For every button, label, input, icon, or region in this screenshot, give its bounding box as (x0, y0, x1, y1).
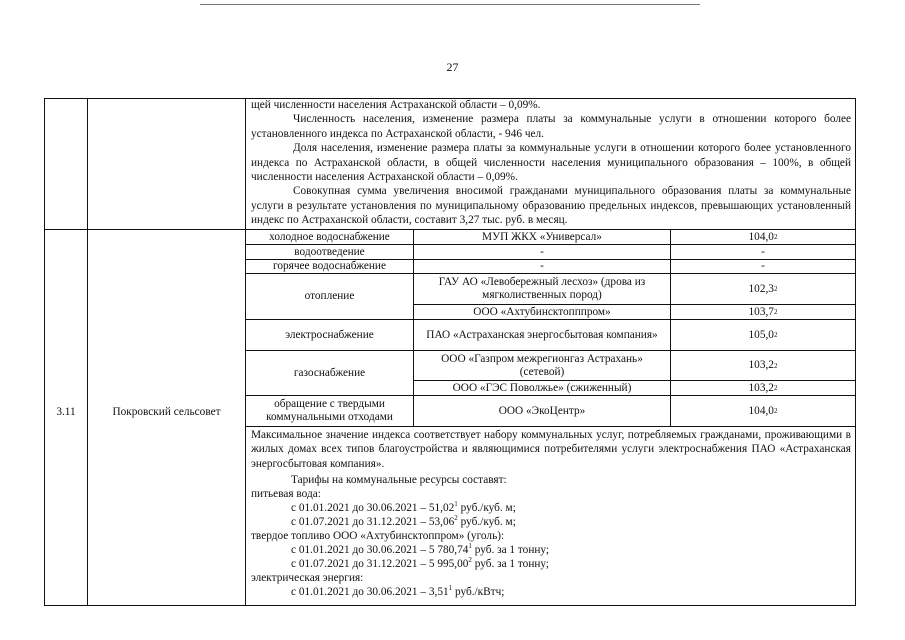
service-name: водоотведение (294, 245, 365, 258)
top-paragraph-3: Совокупная сумма увеличения вносимой гражданами муниципального образования платы за коммунальные услуги в результате установления по муниципальному образованию предельных индексов, превышающих установленный индекс по Астраханской области, составит 3,27 тыс. руб. в месяц. (251, 185, 851, 227)
index-value: - (761, 260, 765, 272)
supplier-name: ООО «Газпром межрегионгаз Астрахань» (сетевой) (441, 352, 643, 378)
service-name: холодное водоснабжение (269, 230, 390, 243)
row-number: 3.11 (56, 406, 76, 418)
supplier-name: - (540, 260, 544, 272)
index-value: 103,7 2 (748, 305, 778, 318)
index-value: 105,0 2 (748, 328, 778, 341)
top-rule (200, 4, 700, 5)
services-subtable (246, 230, 855, 426)
top-paragraph-2: Доля населения, изменение размера платы за коммунальные услуги в отношении которого более установленного индекса по Астраханской области, в общей численности населения муниципального образования – 100%, в общей численности населения Астраханской области – 0,09%. (251, 142, 851, 184)
supplier-name: МУП ЖКХ «Универсал» (482, 230, 602, 243)
water-title: питьевая вода: (251, 488, 321, 500)
index-value: 103,2 2 (748, 381, 778, 394)
supplier-name: - (540, 245, 544, 258)
fuel-title: твердое топливо ООО «Ахтубинсктоппром» (уголь): (251, 530, 505, 542)
top-paragraph-1: Численность населения, изменение размера платы за коммунальные услуги в отношении которого более установленного индекса по Астраханской области, - 946 чел. (251, 113, 851, 140)
service-name: обращение с твердыми коммунальными отходами (266, 398, 393, 423)
top-line-0: щей численности населения Астраханской области – 0,09%. (251, 99, 541, 111)
supplier-name: ООО «ЭкоЦентр» (498, 404, 586, 417)
tariff-table (44, 98, 856, 606)
sub-row-line (246, 426, 855, 427)
top-text-block (251, 98, 851, 228)
index-value: - (761, 245, 765, 258)
index-value: 102,3 2 (748, 282, 778, 295)
water-tariff-1: с 01.01.2021 до 30.06.2021 – 51,02$^1$ руб./куб. м; (291, 500, 516, 514)
electricity-title: электрическая энергия: (251, 572, 364, 584)
service-name: горячее водоснабжение (273, 260, 386, 272)
service-name: электроснабжение (285, 328, 374, 341)
supplier-name: ГАУ АО «Левобережный лесхоз» (дрова из мягколиственных пород) (438, 276, 646, 301)
max-index-paragraph: Максимальное значение индекса соответствует набору коммунальных услуг, потребляемых гражданами, проживающими в жилых домах всех типов благоустройства и являющимися потребителями услуги электроснабжения ПАО «Астраханская энергосбытовая компания». (251, 429, 851, 470)
electricity-tariff-1: с 01.01.2021 до 30.06.2021 – 3,51$^1$ руб./кВтч; (291, 584, 505, 598)
page-number: 27 (446, 60, 459, 74)
water-tariff-2: с 01.07.2021 до 31.12.2021 – 53,06$^2$ руб./куб. м; (291, 514, 516, 528)
tariffs-title: Тарифы на коммунальные ресурсы составят: (291, 474, 507, 486)
fuel-tariff-2: с 01.07.2021 до 31.12.2021 – 5 995,00$^2$ руб. за 1 тонну; (291, 556, 550, 570)
tariffs-block (251, 473, 851, 599)
fuel-tariff-1: с 01.01.2021 до 30.06.2021 – 5 780,74$^1$ руб. за 1 тонну; (291, 542, 550, 556)
service-name: отопление (304, 290, 355, 302)
index-value: 104,0 2 (748, 230, 778, 243)
index-value: 104,0 2 (748, 404, 778, 417)
supplier-name: ООО «Ахтубинсктопппром» (473, 305, 611, 318)
service-name: газоснабжение (293, 366, 366, 379)
supplier-name: ООО «ГЭС Поволжье» (сжиженный) (452, 381, 632, 394)
municipality-name: Покровский сельсовет (112, 406, 221, 418)
index-value: 103,2 2 (748, 359, 778, 371)
supplier-name: ПАО «Астраханская энергосбытовая компания» (426, 328, 658, 341)
